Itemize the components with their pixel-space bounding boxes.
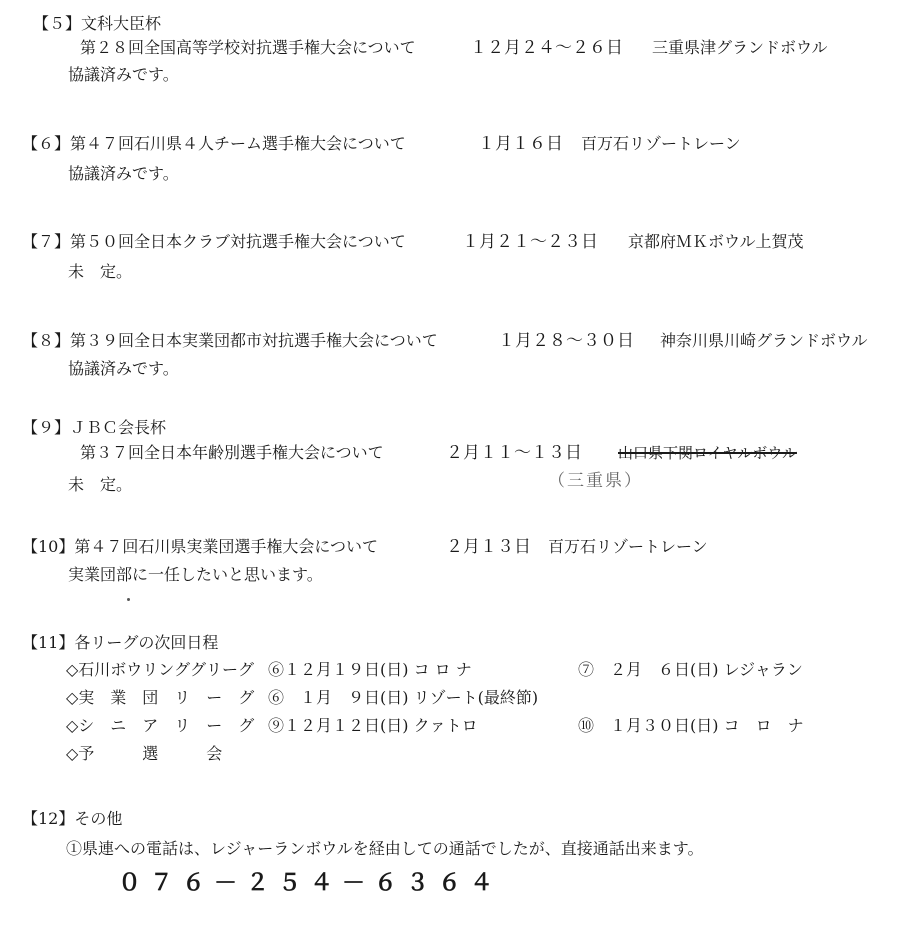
league-row-first: ⑨１２月１２日(日) クァトロ [268, 716, 478, 735]
item-11-label: 【11】 [22, 633, 75, 652]
item-10-title: 第４７回石川県実業団選手権大会について [74, 537, 379, 556]
item-7-header [22, 232, 406, 252]
league-row-name: ◇予 選 会 [66, 744, 223, 763]
item-12-header [22, 809, 122, 829]
item-8-header [22, 331, 438, 351]
item-7-title: 第５０回全日本クラブ対抗選手権大会について [70, 232, 406, 251]
item-10-venue: 百万石リゾートレーン [548, 537, 708, 556]
item-10-header [22, 537, 378, 557]
item-7-label: 【７】 [22, 232, 71, 251]
item-10-label: 【10】 [22, 537, 75, 556]
item-5-status: 協議済みです。 [68, 65, 179, 84]
item-9-handwritten-note: （三重県） [548, 471, 643, 491]
scan-speck [127, 598, 130, 601]
item-6-title: 第４７回石川県４人チーム選手権大会について [70, 134, 406, 153]
item-11-header [22, 633, 218, 653]
phone-number: ０７６－２５４－６３６４ [118, 870, 502, 896]
league-row-second: ⑦ ２月 ６日(日) レジャラン [578, 660, 803, 679]
league-row-first: ⑥１２月１９日(日) コ ロ ナ [268, 660, 472, 679]
item-6-label: 【６】 [22, 134, 71, 153]
item-10-status: 実業団部に一任したいと思います。 [68, 565, 323, 584]
item-12-title: その他 [74, 809, 123, 828]
league-row-name: ◇実 業 団 リ ー グ [66, 688, 255, 707]
item-9-status: 未 定。 [68, 475, 133, 494]
item-11-title: 各リーグの次回日程 [74, 633, 219, 652]
item-8-title: 第３９回全日本実業団都市対抗選手権大会について [70, 331, 438, 350]
item-5-subtitle: 第２８回全国高等学校対抗選手権大会について [80, 38, 416, 57]
item-9-header [22, 418, 166, 438]
item-9-label: 【９】 [22, 418, 71, 437]
item-6-date: １月１６日 [478, 134, 563, 154]
item-9-subtitle: 第３７回全日本年齢別選手権大会について [80, 443, 384, 462]
item-12-label: 【12】 [22, 809, 75, 828]
item-12-note: ①県連への電話は、レジャーランボウルを経由しての通話でしたが、直接通話出来ます。 [66, 839, 704, 858]
item-5-date: １２月２４～２６日 [470, 38, 623, 58]
item-5-detail [80, 38, 416, 58]
item-5-header [33, 14, 161, 34]
item-5-label: 【５】 [33, 14, 82, 33]
league-row-second: ⑩ １月３０日(日) コ ロ ナ [578, 716, 804, 735]
item-7-date: １月２１～２３日 [462, 232, 598, 252]
item-6-status: 協議済みです。 [68, 164, 179, 183]
league-row-first: ⑥ １月 ９日(日) リゾート(最終節) [268, 688, 539, 707]
item-9-title: ＪＢＣ会長杯 [70, 418, 167, 437]
item-9-date: ２月１１～１３日 [446, 443, 582, 463]
item-8-date: １月２８～３０日 [498, 331, 634, 351]
item-6-header [22, 134, 406, 154]
item-10-date: ２月１３日 [446, 537, 531, 557]
item-9-venue-struck: 山口県下関ロイヤルボウル [618, 444, 797, 462]
item-8-status: 協議済みです。 [68, 359, 179, 378]
league-row-name: ◇シ ニ ア リ ー グ [66, 716, 255, 735]
item-8-label: 【８】 [22, 331, 71, 350]
item-5-venue: 三重県津グランドボウル [652, 38, 828, 57]
league-row-name: ◇石川ボウリンググリーグ [66, 660, 254, 679]
item-7-venue: 京都府ＭＫボウル上賀茂 [628, 232, 804, 251]
item-8-venue: 神奈川県川崎グランドボウル [660, 331, 868, 350]
item-7-status: 未 定。 [68, 262, 133, 281]
item-6-venue: 百万石リゾートレーン [581, 134, 741, 153]
item-5-title: 文科大臣杯 [81, 14, 162, 33]
